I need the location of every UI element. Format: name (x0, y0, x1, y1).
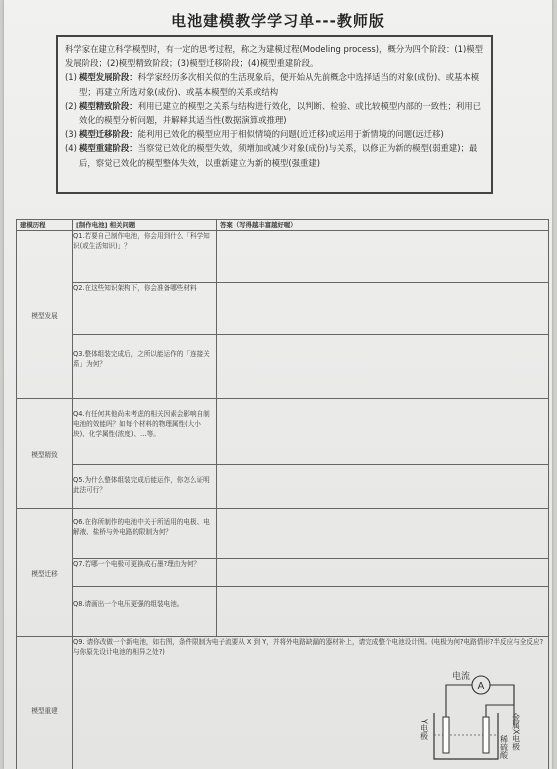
intro-item-transfer (65, 127, 484, 141)
stage-rebuild: 模型重建 (17, 637, 73, 769)
question-q8: Q8.请画出一个电压更强的组装电池。 (73, 587, 217, 637)
intro-item-number: (3) (65, 129, 77, 140)
table-row (17, 587, 549, 637)
intro-item-text: 科学家经历多次相关似的生活现象后，便开始从先前概念中选择适当的对象(成份)、或基本模型；再建立所选对象(成份)、或基本模型的关系或结构 (79, 72, 480, 97)
header-stage: 建模历程 (17, 220, 73, 231)
intro-item-name: 模型精致阶段： (79, 100, 138, 111)
stage-refine: 模型精致 (17, 399, 73, 509)
table-header-row (17, 220, 549, 231)
stage-transfer: 模型迁移 (17, 509, 73, 637)
battery-diagram (412, 655, 530, 765)
page-title: 电池建模教学学习单---教师版 (171, 12, 385, 30)
answer-field-q2[interactable] (217, 283, 549, 335)
question-q9-text: Q9. 请你改做一个新电池，如右图，条件限制为电子流要从 X 到 Y，并将外电路缺漏的器材补上，请完成整个电池设计图。(电极为何?电路情形?半反应与全反应?与你原先设计电池的相异之处?) (73, 638, 544, 656)
header-question: [制作电池] 相关问题 (73, 220, 217, 231)
intro-item-number: (2) (65, 100, 77, 111)
question-q4: Q4.有任何其他尚未考虑的相关因素会影响自制电池的效能吗？如每个材料的物理属性(大小块)、化学属性(浓度)、…等。 (73, 399, 217, 465)
table-row (17, 335, 549, 399)
answer-field-q7[interactable] (217, 559, 549, 587)
intro-item-refine (65, 99, 484, 127)
left-electrode (443, 717, 449, 753)
header-answer: 答案（写得越丰富越好喔） (217, 220, 549, 231)
table-row (17, 559, 549, 587)
table-row (17, 231, 549, 283)
left-electrode-label: Y电极 (419, 719, 429, 740)
intro-item-number: (1) (65, 72, 77, 83)
table-row (17, 465, 549, 509)
intro-item-name: 模型重建阶段： (79, 143, 138, 154)
worksheet-page (4, 0, 552, 769)
intro-item-number: (4) (65, 143, 77, 154)
intro-item-text: 能利用已效化的模型应用于相似情境的问题(近迁移)或运用于新情境的问题(远迁移) (137, 129, 444, 140)
answer-field-q3[interactable] (217, 335, 549, 399)
ammeter-symbol: A (477, 681, 485, 692)
solution-label: 稀硫酸 (499, 735, 509, 759)
table-row (17, 509, 549, 559)
intro-lead: 科学家在建立科学模型时，有一定的思考过程，称之为建模过程(Modeling process)，概分为四个阶段：(1)模型发展阶段；(2)模型精致阶段；(3)模型迁移阶段；(4)模型重建阶段。 (65, 44, 483, 69)
question-q2: Q2.在这些知识架构下，你会准备哪些材料 (73, 283, 217, 335)
question-q3: Q3.整体组装完成后，之所以能运作的「连接关系」为何？ (73, 335, 217, 399)
answer-field-q6[interactable] (217, 509, 549, 559)
stage-develop: 模型发展 (17, 231, 73, 399)
answer-field-q8[interactable] (217, 587, 549, 637)
answer-field-q5[interactable] (217, 465, 549, 509)
right-electrode-wire (486, 685, 514, 717)
right-electrode-label: 金属X电极 (511, 713, 521, 751)
answer-field-q1[interactable] (217, 231, 549, 283)
table-row (17, 283, 549, 335)
intro-item-name: 模型发展阶段： (79, 72, 138, 83)
question-q7: Q7.若哪一个电极可更换成石墨?理由为何？ (73, 559, 217, 587)
question-q5: Q5.为什么整体组装完成后能运作，你怎么证明此法可行？ (73, 465, 217, 509)
intro-item-rebuild (65, 141, 484, 169)
right-electrode (483, 717, 489, 753)
question-q6: Q6.在你所制作的电池中关于所适用的电极、电解液、盐桥与外电路的限制为何？ (73, 509, 217, 559)
question-q1: Q1.若要自己制作电池，你会用到什么「科学知识(或生活知识)」？ (73, 231, 217, 283)
left-wire (446, 685, 472, 725)
intro-item-text: 当察觉已效化的模型失效，须增加或减少对象(成份)与关系，以修正为新的模型(弱重建)；最后，察觉已效化的模型整体失效，以重新建立为新的模型(强重建) (79, 143, 478, 168)
table-row (17, 399, 549, 465)
answer-field-q4[interactable] (217, 399, 549, 465)
intro-item-name: 模型迁移阶段： (79, 129, 138, 140)
intro-item-text: 利用已建立的模型之关系与结构进行效化，以判断、检验、或比较模型内部的一致性；利用已效化的模型分析问题，并解释其适当性(数据演算或推理) (79, 100, 481, 126)
current-label: 电流 (452, 672, 471, 682)
intro-box (56, 35, 493, 194)
intro-item-develop (65, 70, 484, 98)
